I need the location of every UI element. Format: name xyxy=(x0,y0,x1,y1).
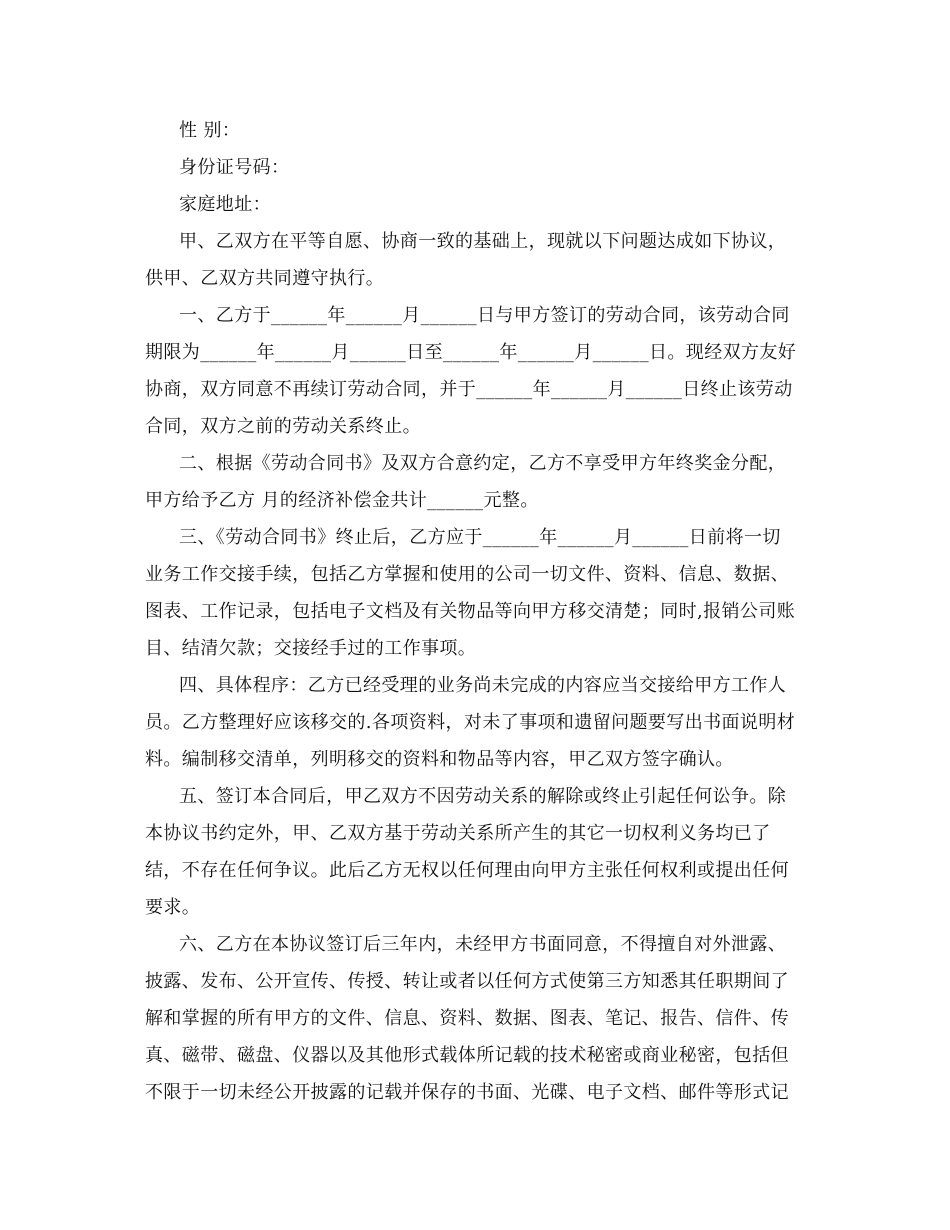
clause-1-line: 合同，双方之前的劳动关系终止。 xyxy=(145,416,421,437)
preamble-line: 供甲、乙双方共同遵守执行。 xyxy=(145,268,385,289)
clause-1-line: 一、乙方于______年______月______日与甲方签订的劳动合同，该劳动合同 xyxy=(179,305,790,326)
clause-3-line: 目、结清欠款；交接经手过的工作事项。 xyxy=(145,638,477,659)
field-gender: 性 别： xyxy=(179,120,241,141)
field-id-number: 身份证号码： xyxy=(179,157,290,178)
preamble-line: 甲、乙双方在平等自愿、协商一致的基础上，现就以下问题达成如下协议， xyxy=(179,231,787,252)
clause-3-line: 业务工作交接手续，包括乙方掌握和使用的公司一切文件、资料、信息、数据、 xyxy=(145,564,789,585)
clause-6-line: 六、乙方在本协议签订后三年内，未经甲方书面同意，不得擅自对外泄露、 xyxy=(179,934,787,955)
clause-4-line: 料。编制移交清单，列明移交的资料和物品等内容，甲乙双方签字确认。 xyxy=(145,749,734,770)
clause-6-line: 披露、发布、公开宣传、传授、转让或者以任何方式使第三方知悉其任职期间了 xyxy=(145,971,789,992)
clause-4-line: 四、具体程序：乙方已经受理的业务尚未完成的内容应当交接给甲方工作人 xyxy=(179,675,787,696)
clause-1-line: 期限为______年______月______日至______年______月______日。现经双方友好 xyxy=(145,342,797,363)
clause-5-line: 要求。 xyxy=(145,897,201,918)
clause-5-line: 本协议书约定外，甲、乙双方基于劳动关系所产生的其它一切权利义务均已了 xyxy=(145,823,771,844)
clause-3-line: 三、《劳动合同书》终止后，乙方应于______年______月______日前将一切 xyxy=(179,527,781,548)
clause-5-line: 结，不存在任何争议。此后乙方无权以任何理由向甲方主张任何权利或提出任何 xyxy=(145,860,789,881)
clause-1-line: 协商，双方同意不再续订劳动合同，并于______年______月______日终止该劳动 xyxy=(145,379,793,400)
field-home-address: 家庭地址： xyxy=(179,194,271,215)
clause-4-line: 员。乙方整理好应该移交的.各项资料，对未了事项和遗留问题要写出书面说明材 xyxy=(145,712,796,733)
clause-6-line: 真、磁带、磁盘、仪器以及其他形式载体所记载的技术秘密或商业秘密，包括但 xyxy=(145,1045,789,1066)
clause-2-line: 甲方给予乙方 月的经济补偿金共计______元整。 xyxy=(145,490,539,511)
clause-5-line: 五、签订本合同后，甲乙双方不因劳动关系的解除或终止引起任何讼争。除 xyxy=(179,786,787,807)
clause-3-line: 图表、工作记录，包括电子文档及有关物品等向甲方移交清楚；同时,报销公司账 xyxy=(145,601,796,622)
clause-6-line: 解和掌握的所有甲方的文件、信息、资料、数据、图表、笔记、报告、信件、传 xyxy=(145,1008,789,1029)
clause-2-line: 二、根据《劳动合同书》及双方合意约定，乙方不享受甲方年终奖金分配， xyxy=(179,453,787,474)
clause-6-line: 不限于一切未经公开披露的记载并保存的书面、光碟、电子文档、邮件等形式记 xyxy=(145,1082,789,1103)
